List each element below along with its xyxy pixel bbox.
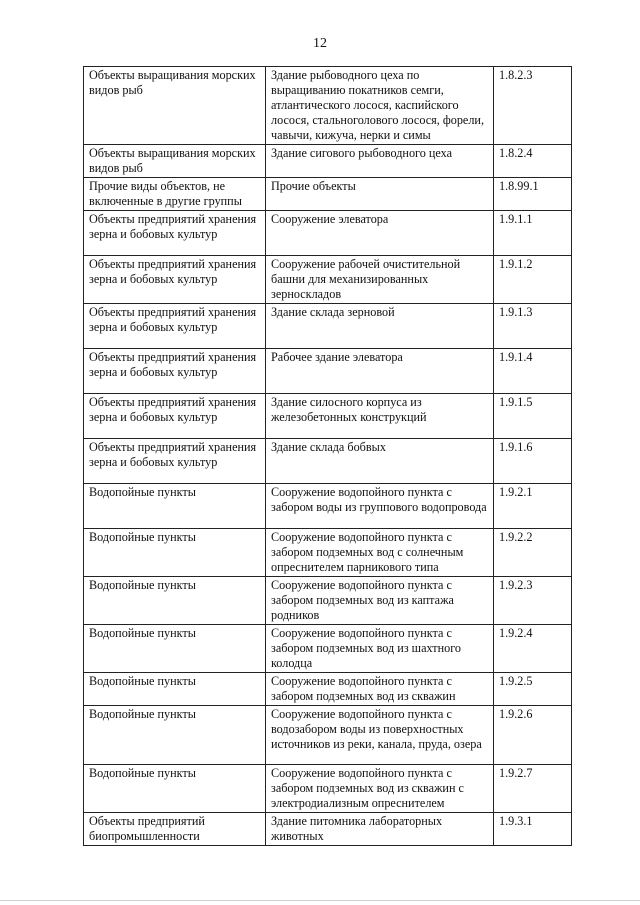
object-cell: Здание питомника лабораторных животных [266,813,494,846]
category-cell: Водопойные пункты [84,706,266,765]
object-cell: Здание сигового рыбоводного цеха [266,145,494,178]
code-cell: 1.9.2.1 [494,484,572,529]
object-cell: Прочие объекты [266,178,494,211]
code-cell: 1.9.1.4 [494,349,572,394]
code-cell: 1.9.1.2 [494,256,572,304]
table-row [84,706,572,765]
table-row [84,349,572,394]
object-cell: Здание рыбоводного цеха по выращиванию покатников семги, атлантического лосося, каспийского лосося, стальноголового лосося, форели, чавычи, кижуча, нерки и симы [266,67,494,145]
category-cell: Объекты предприятий хранения зерна и бобовых культур [84,394,266,439]
category-cell: Водопойные пункты [84,765,266,813]
code-cell: 1.8.2.3 [494,67,572,145]
category-cell: Водопойные пункты [84,577,266,625]
category-cell: Объекты предприятий хранения зерна и бобовых культур [84,256,266,304]
category-cell: Объекты предприятий хранения зерна и бобовых культур [84,211,266,256]
category-cell: Водопойные пункты [84,484,266,529]
code-cell: 1.8.2.4 [494,145,572,178]
table-row [84,484,572,529]
category-cell: Объекты предприятий хранения зерна и бобовых культур [84,349,266,394]
object-cell: Сооружение водопойного пункта с забором подземных вод из скважин [266,673,494,706]
code-cell: 1.9.2.4 [494,625,572,673]
category-cell: Объекты предприятий хранения зерна и бобовых культур [84,439,266,484]
object-cell: Сооружение водопойного пункта с забором подземных вод из каптажа родников [266,577,494,625]
category-cell: Объекты выращивания морских видов рыб [84,67,266,145]
code-cell: 1.9.1.5 [494,394,572,439]
table-row [84,178,572,211]
object-cell: Сооружение водопойного пункта с забором воды из группового водопровода [266,484,494,529]
code-cell: 1.9.2.6 [494,706,572,765]
table-row [84,211,572,256]
code-cell: 1.9.2.7 [494,765,572,813]
table-row [84,304,572,349]
table-row [84,145,572,178]
object-cell: Здание склада бобвых [266,439,494,484]
table-row [84,625,572,673]
table-row [84,529,572,577]
table-row [84,256,572,304]
object-cell: Сооружение водопойного пункта с водозабором воды из поверхностных источников из реки, канала, пруда, озера [266,706,494,765]
category-cell: Водопойные пункты [84,625,266,673]
code-cell: 1.9.2.5 [494,673,572,706]
page-number: 12 [313,36,327,51]
object-cell: Сооружение рабочей очистительной башни для механизированных зерноскладов [266,256,494,304]
code-cell: 1.9.1.1 [494,211,572,256]
table-row [84,439,572,484]
code-cell: 1.9.2.3 [494,577,572,625]
table-row [84,813,572,846]
code-cell: 1.9.1.3 [494,304,572,349]
table-row [84,673,572,706]
category-cell: Объекты выращивания морских видов рыб [84,145,266,178]
object-cell: Сооружение водопойного пункта с забором подземных вод с солнечным опреснителем парникового типа [266,529,494,577]
scan-edge-line [0,900,640,901]
object-cell: Сооружение элеватора [266,211,494,256]
table-row [84,577,572,625]
object-cell: Здание силосного корпуса из железобетонных конструкций [266,394,494,439]
table-row [84,67,572,145]
category-cell: Водопойные пункты [84,529,266,577]
table-row [84,394,572,439]
table-row [84,765,572,813]
object-cell: Рабочее здание элеватора [266,349,494,394]
code-cell: 1.9.2.2 [494,529,572,577]
code-cell: 1.8.99.1 [494,178,572,211]
category-cell: Объекты предприятий хранения зерна и бобовых культур [84,304,266,349]
category-cell: Водопойные пункты [84,673,266,706]
category-cell: Объекты предприятий биопромышленности [84,813,266,846]
classification-table [83,66,572,846]
object-cell: Здание склада зерновой [266,304,494,349]
object-cell: Сооружение водопойного пункта с забором подземных вод из скважин с электродиализным опреснителем [266,765,494,813]
category-cell: Прочие виды объектов, не включенные в другие группы [84,178,266,211]
object-cell: Сооружение водопойного пункта с забором подземных вод из шахтного колодца [266,625,494,673]
code-cell: 1.9.3.1 [494,813,572,846]
code-cell: 1.9.1.6 [494,439,572,484]
